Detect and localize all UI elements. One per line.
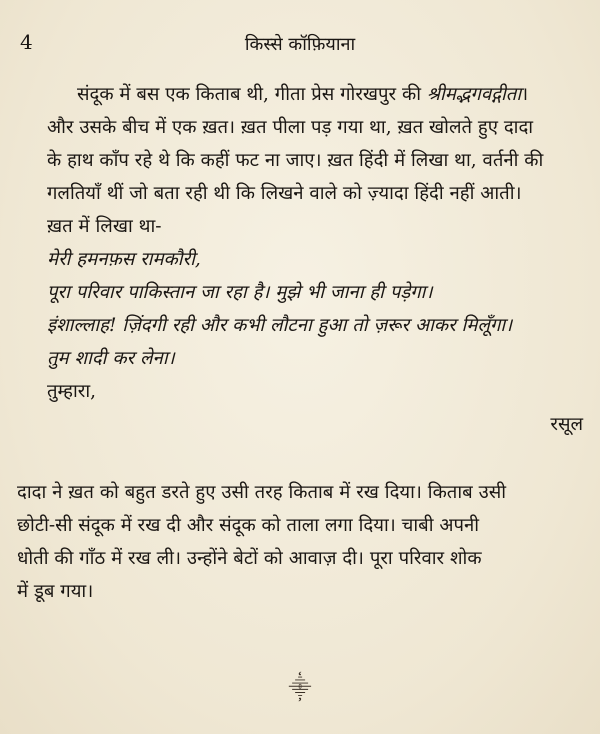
letter-quote bbox=[17, 210, 585, 408]
letter-line: तुम शादी कर लेना। bbox=[47, 348, 175, 369]
paragraph-2 bbox=[17, 476, 585, 608]
letter-intro: ख़त में लिखा था- bbox=[47, 216, 162, 237]
paragraph-1-line bbox=[17, 78, 585, 111]
paragraph-1-line: और उसके बीच में एक ख़त। ख़त पीला पड़ गया था, ख़त खोलते हुए दादा bbox=[47, 117, 534, 138]
end-ornament-icon: ⸎ bbox=[288, 676, 312, 701]
letter-signature: रसूल bbox=[550, 414, 583, 435]
letter-line: पूरा परिवार पाकिस्तान जा रहा है। मुझे भी जाना ही पड़ेगा। bbox=[47, 282, 433, 303]
paragraph-2-line: में डूब गया। bbox=[17, 581, 94, 602]
paragraph-2-line: दादा ने ख़त को बहुत डरते हुए उसी तरह किताब में रख दिया। किताब उसी bbox=[17, 482, 507, 503]
text-run: संदूक में बस एक किताब थी, गीता प्रेस गोरखपुर की bbox=[77, 84, 427, 105]
paragraph-2-line: धोती की गाँठ में रख ली। उन्होंने बेटों को आवाज़ दी। पूरा परिवार शोक bbox=[17, 548, 482, 569]
letter-line: इंशाल्लाह! ज़िंदगी रही और कभी लौटना हुआ तो ज़रूर आकर मिलूँगा। bbox=[47, 315, 513, 336]
letter-line: मेरी हमनफ़स रामकौरी, bbox=[47, 249, 201, 270]
book-title: किस्से कॉफ़ियाना bbox=[244, 34, 356, 55]
paragraph-1 bbox=[17, 78, 585, 210]
paragraph-1-line: गलतियाँ थीं जो बता रही थी कि लिखने वाले को ज़्यादा हिंदी नहीं आती। bbox=[47, 183, 522, 204]
paragraph-2-line: छोटी-सी संदूक में रख दी और संदूक को ताला लगा दिया। चाबी अपनी bbox=[17, 515, 480, 536]
page-number: 4 bbox=[20, 30, 33, 54]
letter-closing: तुम्हारा, bbox=[47, 381, 96, 402]
paragraph-1-line: के हाथ काँप रहे थे कि कहीं फट ना जाए। ख़त हिंदी में लिखा था, वर्तनी की bbox=[47, 150, 544, 171]
running-head bbox=[20, 30, 580, 58]
text-run: । bbox=[521, 84, 529, 105]
book-name: श्रीमद्भगवद्गीता bbox=[426, 84, 522, 105]
